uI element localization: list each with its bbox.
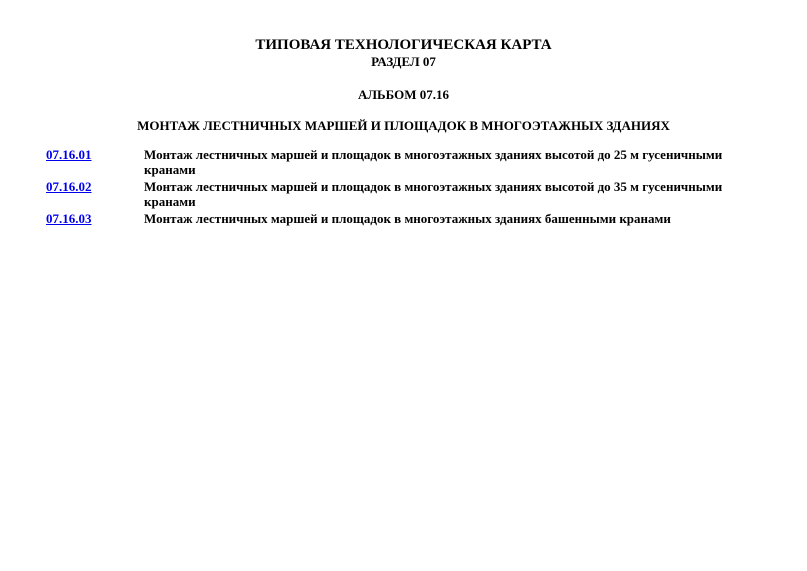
toc-entry: [46, 211, 746, 226]
toc-entry: [46, 179, 746, 209]
section-heading: РАЗДЕЛ 07: [371, 54, 436, 69]
table-of-contents: [46, 147, 746, 228]
toc-entry-text: Монтаж лестничных маршей и площадок в многоэтажных зданиях башенными кранами: [144, 211, 671, 226]
toc-link-07-16-02[interactable]: 07.16.02: [46, 179, 92, 194]
document-title: ТИПОВАЯ ТЕХНОЛОГИЧЕСКАЯ КАРТА: [255, 37, 552, 53]
album-heading: АЛЬБОМ 07.16: [357, 87, 450, 102]
toc-entry-text: Монтаж лестничных маршей и площадок в многоэтажных зданиях высотой до 25 м гусеничными кранами: [144, 147, 723, 177]
toc-link-07-16-03[interactable]: 07.16.03: [46, 211, 92, 226]
toc-entry: [46, 147, 746, 177]
toc-entry-text: Монтаж лестничных маршей и площадок в многоэтажных зданиях высотой до 35 м гусеничными кранами: [144, 179, 723, 209]
subject-heading: МОНТАЖ ЛЕСТНИЧНЫХ МАРШЕЙ И ПЛОЩАДОК В МНОГОЭТАЖНЫХ ЗДАНИЯХ: [137, 118, 670, 133]
toc-link-07-16-01[interactable]: 07.16.01: [46, 147, 92, 162]
